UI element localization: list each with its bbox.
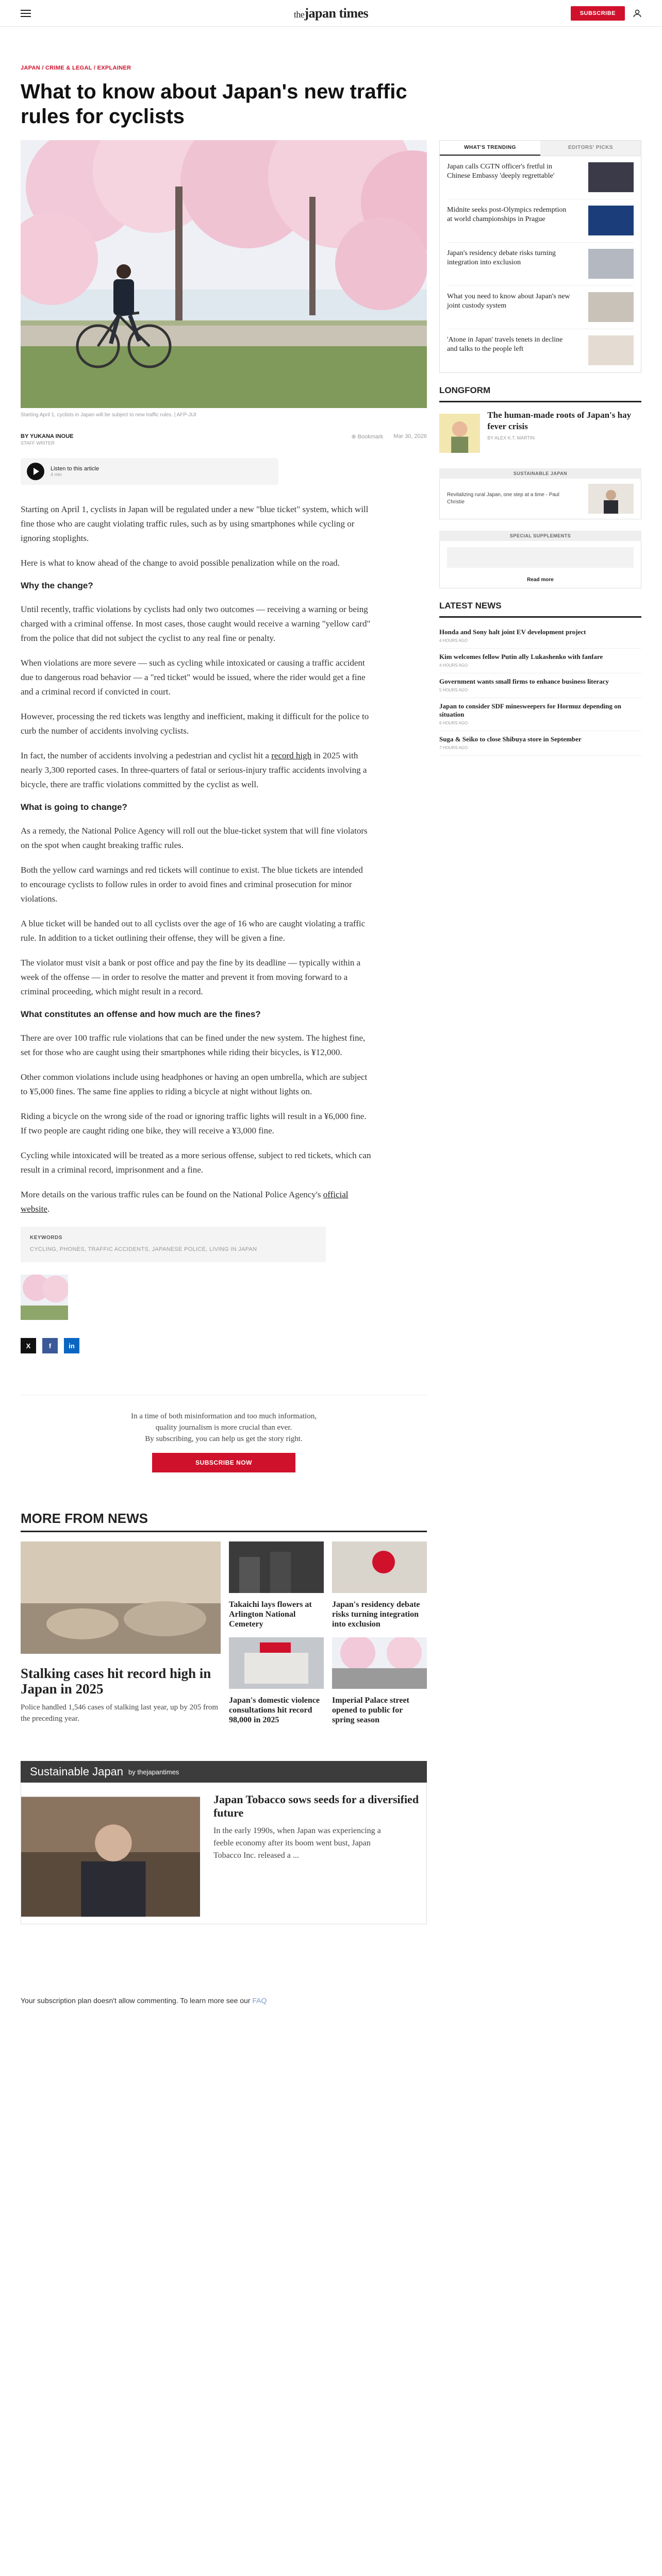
latest-news-item[interactable]: Japan to consider SDF minesweepers for Hormuz depending on situation 6 HOURS AGO: [439, 698, 641, 731]
paragraph: However, processing the red tickets was lengthy and inefficient, making it difficult for the police to curb the number of accidents involving cyclists.: [21, 711, 369, 736]
related-thumbnail[interactable]: [21, 1275, 68, 1320]
more-news-item[interactable]: Imperial Palace street opened to public for spring season: [332, 1637, 427, 1725]
hero-image: [21, 140, 427, 408]
latest-news-item[interactable]: Suga & Seiko to close Shibuya store in September 7 HOURS AGO: [439, 731, 641, 756]
paragraph: The violator must visit a bank or post office and pay the fine by its deadline — typically within a week of the offense — in order to resolve the matter and prevent it from moving forward to a criminal proceeding, which might result in a record.: [21, 958, 361, 996]
paragraph: In fact, the number of accidents involving a pedestrian and cyclist hit a record high in 2025 with nearly 3,300 reported cases. In three-quarters of fatal or serious-injury traffic accidents involving a bicycle, there are traffic violations committed by the cyclist as well.: [21, 751, 367, 789]
section-heading: What is going to change?: [21, 802, 127, 812]
longform-heading: LONGFORM: [439, 385, 641, 402]
more-from-news-heading: MORE FROM NEWS: [21, 1511, 427, 1532]
read-more-link[interactable]: Read more: [527, 577, 554, 583]
linkedin-share-icon[interactable]: in: [64, 1338, 79, 1353]
special-supplements-label: SPECIAL SUPPLEMENTS: [439, 531, 641, 541]
paragraph: Riding a bicycle on the wrong side of the road or ignoring traffic lights will result in a ¥6,000 fine. If two people are caught riding one bike, they will receive a ¥3,000 fine.: [21, 1111, 367, 1136]
sustainable-japan-label: SUSTAINABLE JAPAN: [439, 468, 641, 479]
more-news-item[interactable]: Takaichi lays flowers at Arlington National Cemetery: [229, 1541, 324, 1629]
latest-news-heading: LATEST NEWS: [439, 601, 641, 618]
paragraph: More details on the various traffic rules can be found on the National Police Agency's official website.: [21, 1190, 349, 1214]
special-supplements-box: [439, 541, 641, 588]
paragraph: Both the yellow card warnings and red tickets will continue to exist. The blue tickets are intended to encourage cyclists to follow rules in order to avoid fines and criminal prosecution for minor violations.: [21, 865, 363, 904]
latest-news-item[interactable]: Government wants small firms to enhance business literacy 5 HOURS AGO: [439, 673, 641, 698]
tab-editors-picks[interactable]: EDITORS' PICKS: [540, 141, 641, 156]
record-high-link[interactable]: record high: [271, 751, 312, 760]
trending-item[interactable]: Midnite seeks post-Olympics redemption at world championships in Prague: [447, 199, 634, 243]
paragraph: Here is what to know ahead of the change to avoid possible penalization while on the road.: [21, 558, 340, 568]
tab-whats-trending[interactable]: WHAT'S TRENDING: [440, 141, 540, 156]
user-icon[interactable]: [633, 9, 641, 18]
subscribe-button[interactable]: SUBSCRIBE: [571, 6, 625, 21]
facebook-share-icon[interactable]: f: [42, 1338, 58, 1353]
trending-item[interactable]: What you need to know about Japan's new joint custody system: [447, 286, 634, 329]
comment-notice: Your subscription plan doesn't allow commenting. To learn more see our FAQ: [21, 1996, 267, 2005]
faq-link[interactable]: FAQ: [252, 1996, 267, 2005]
trending-item[interactable]: 'Atone in Japan' travels tenets in decline and talks to the people left: [447, 329, 634, 372]
more-news-item[interactable]: Japan's residency debate risks turning integration into exclusion: [332, 1541, 427, 1629]
image-caption: Starting April 1, cyclists in Japan will be subject to new traffic rules. | AFP-JIJI: [21, 412, 196, 418]
article-main: [21, 140, 427, 1472]
sustainable-japan-item[interactable]: Revitalizing rural Japan, one step at a time - Paul Christie: [439, 479, 641, 519]
keywords-box: KEYWORDS CYCLING, PHONES, TRAFFIC ACCIDENTS, JAPANESE POLICE, LIVING IN JAPAN: [21, 1227, 326, 1262]
publish-date: Mar 30, 2026: [393, 433, 427, 439]
site-logo[interactable]: thejapan times: [293, 5, 369, 21]
article-body: [21, 502, 371, 1216]
breadcrumb[interactable]: JAPAN / CRIME & LEGAL / EXPLAINER: [21, 65, 131, 71]
longform-item[interactable]: The human-made roots of Japan's hay fever crisis BY ALEX K.T. MARTIN: [439, 410, 641, 457]
author-byline[interactable]: BY YUKANA INOUE STAFF WRITER: [21, 433, 74, 446]
article-title: What to know about Japan's new traffic rules for cyclists: [21, 80, 407, 128]
share-buttons: [21, 1338, 427, 1353]
subscribe-now-button[interactable]: SUBSCRIBE NOW: [152, 1453, 295, 1472]
trending-item[interactable]: Japan's residency debate risks turning integration into exclusion: [447, 243, 634, 286]
latest-news-item[interactable]: Honda and Sony halt joint EV development project 4 HOURS AGO: [439, 624, 641, 649]
bookmark-button[interactable]: ⊕ Bookmark: [351, 434, 384, 440]
latest-news-list: [439, 624, 641, 756]
play-icon[interactable]: [27, 463, 44, 480]
sustainable-japan-feature[interactable]: Japan Tobacco sows seeds for a diversified future In the early 1990s, when Japan was experiencing a feeble economy after its boom went bust, Japan Tobacco Inc. released a ...: [21, 1783, 427, 1924]
x-share-icon[interactable]: X: [21, 1338, 36, 1353]
paragraph: A blue ticket will be handed out to all cyclists over the age of 16 who are caught violating a traffic rule. In addition to a ticket outlining their offense, they will be given a fine.: [21, 919, 366, 943]
top-navigation: [0, 0, 662, 27]
paragraph: There are over 100 traffic rule violations that can be fined under the new system. The highest fine, set for those who are caught using their smartphones while riding their bicycles, is ¥12,000.: [21, 1033, 366, 1057]
more-news-item[interactable]: Japan's domestic violence consultations hit record 98,000 in 2025: [229, 1637, 324, 1725]
menu-icon[interactable]: [21, 10, 31, 17]
paragraph: When violations are more severe — such as cycling while intoxicated or causing a traffic accident due to dangerous road behavior — a "red ticket" would be issued, where the rider would get a fine and a criminal record if convicted in court.: [21, 658, 366, 697]
trending-item[interactable]: Japan calls CGTN officer's fretful in Chinese Embassy 'deeply regrettable': [447, 156, 634, 199]
keyword-links[interactable]: CYCLING, PHONES, TRAFFIC ACCIDENTS, JAPANESE POLICE, LIVING IN JAPAN: [30, 1246, 257, 1252]
paragraph: Until recently, traffic violations by cyclists had only two outcomes — receiving a warning or being charged with a criminal offense. In most cases, those caught would receive a warning "yellow card" from the police that did not subject the cyclist to any real fine or penalty.: [21, 604, 371, 643]
subscribe-cta: In a time of both misinformation and too much information, quality journalism is more crucial than ever. By subscribing, you can help us get the story right. SUBSCRIBE NOW: [21, 1395, 427, 1472]
sidebar: [439, 140, 641, 1472]
sustainable-japan-banner[interactable]: Sustainable Japan by thejapantimes: [21, 1761, 427, 1783]
paragraph: Starting on April 1, cyclists in Japan will be regulated under a new "blue ticket" system, which will fine those who are caught violating traffic rules, such as by using smartphones while cycling or ignoring stoplights.: [21, 504, 369, 543]
section-heading: Why the change?: [21, 581, 93, 590]
section-heading: What constitutes an offense and how much are the fines?: [21, 1009, 261, 1019]
paragraph: Cycling while intoxicated will be treated as a more serious offense, subject to red tickets, which can result in a criminal record, imprisonment and a fine.: [21, 1150, 371, 1175]
more-news-feature[interactable]: Stalking cases hit record high in Japan in 2025 Police handled 1,546 cases of stalking last year, up by 205 from the preceding year.: [21, 1541, 221, 1725]
audio-player[interactable]: Listen to this article 4 min: [21, 458, 278, 485]
paragraph: As a remedy, the National Police Agency will roll out the blue-ticket system that will fine violators on the spot when caught breaking traffic rules.: [21, 826, 368, 850]
latest-news-item[interactable]: Kim welcomes fellow Putin ally Lukashenko with fanfare 4 HOURS AGO: [439, 649, 641, 673]
paragraph: Other common violations include using headphones or having an open umbrella, which are subject to ¥5,000 fines. The same fine applies to riding a bicycle at night without lights on.: [21, 1072, 368, 1096]
official-website-link[interactable]: official website: [21, 1190, 349, 1214]
